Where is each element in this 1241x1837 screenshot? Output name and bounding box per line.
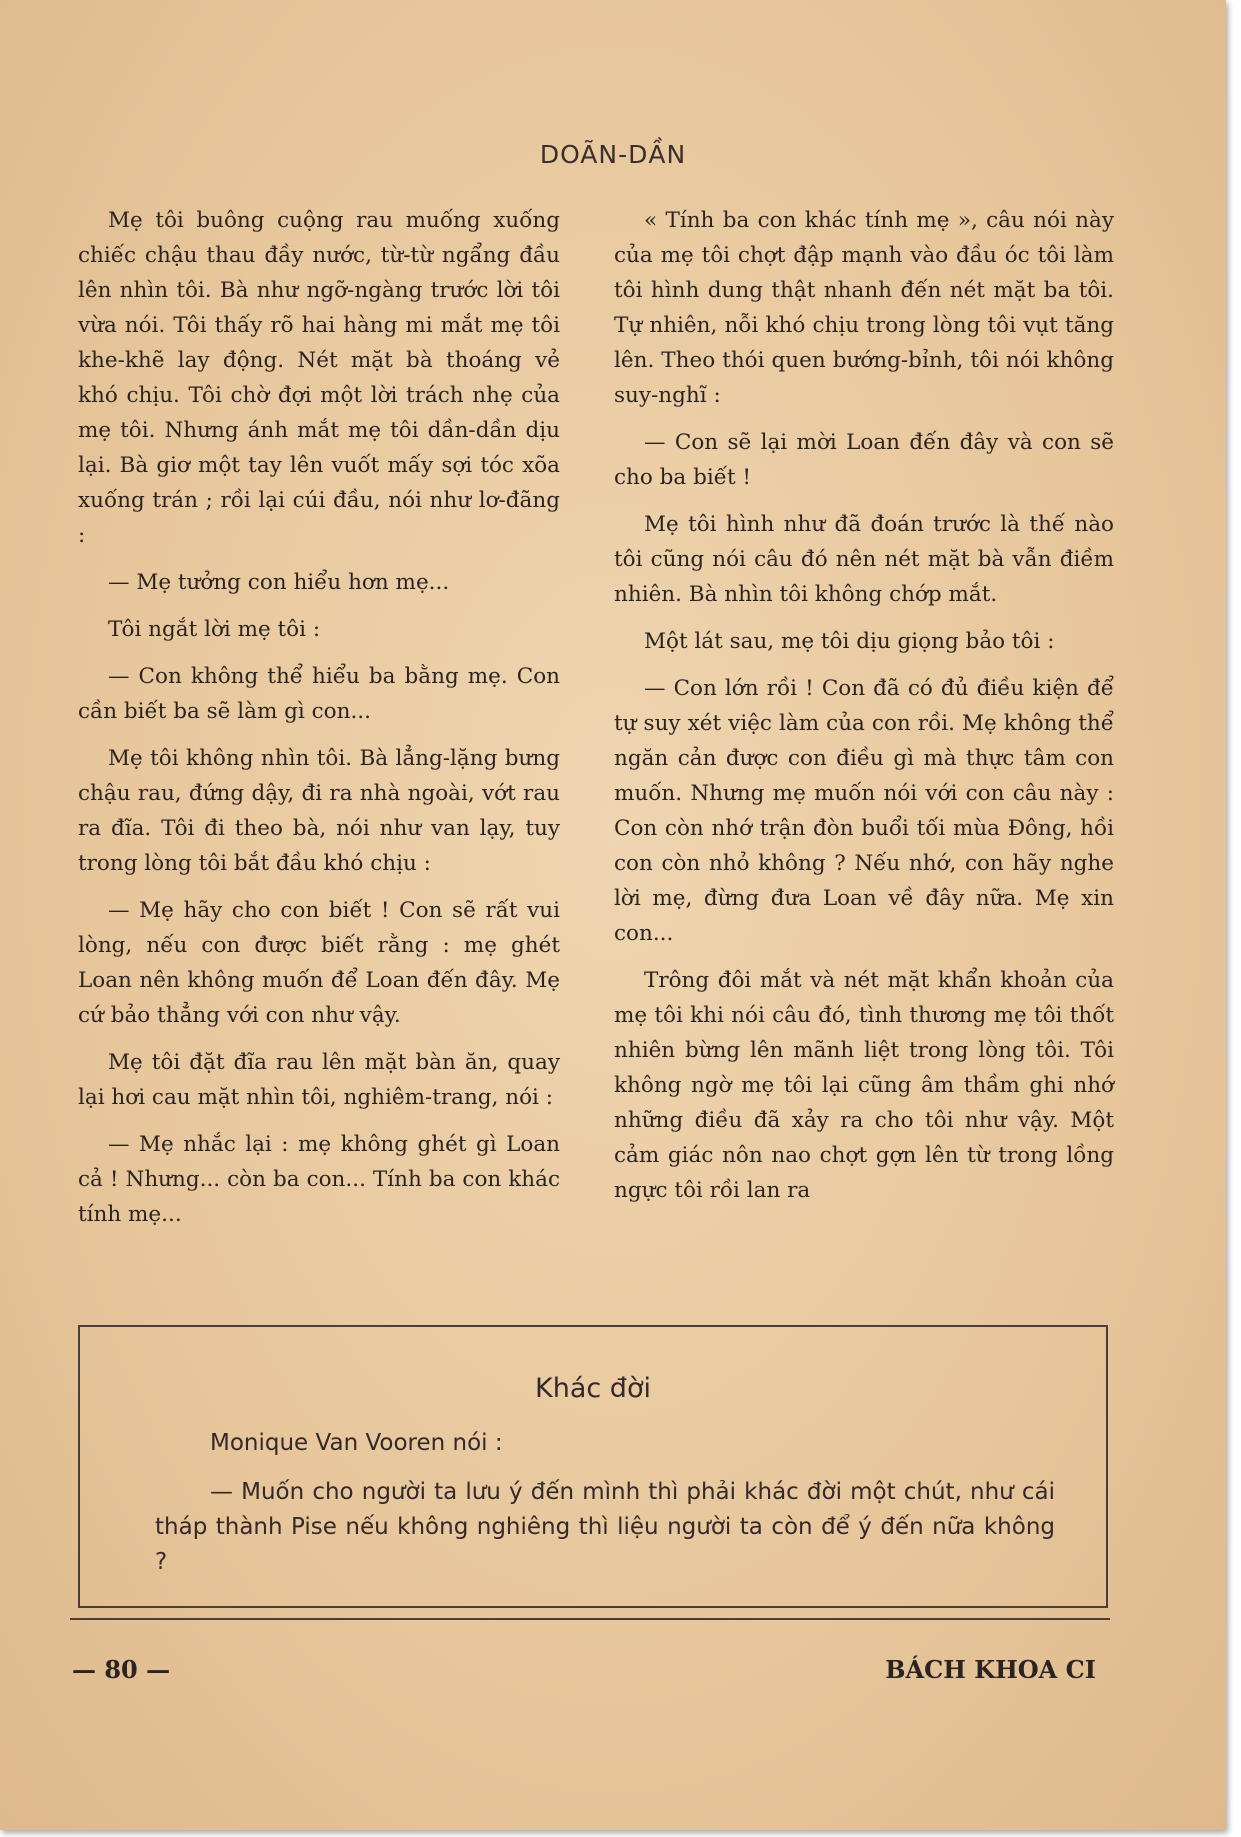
- paragraph: Một lát sau, mẹ tôi dịu giọng bảo tôi :: [644, 629, 1055, 654]
- paragraph: « Tính ba con khác tính mẹ », câu nói này của mẹ tôi chợt đập mạnh vào đầu óc tôi làm tôi hình dung thật nhanh đến nét mặt ba tôi. Tự nhiên, nỗi khó chịu trong lòng tôi vụt tăng lên. Theo thói quen bướng-bỉnh, tôi nói không suy-nghĩ :: [614, 208, 1114, 408]
- page-number: — 80 —: [72, 1655, 171, 1684]
- page-header-author: DOÃN-DẦN: [539, 140, 687, 169]
- paragraph: Mẹ tôi không nhìn tôi. Bà lẳng-lặng bưng chậu rau, đứng dậy, đi ra nhà ngoài, vớt rau ra đĩa. Tôi đi theo bà, nói như van lạy, tuy trong lòng tôi bắt đầu khó chịu :: [78, 746, 560, 876]
- box-author-line: Monique Van Vooren nói :: [210, 1430, 503, 1456]
- paragraph: — Mẹ nhắc lại : mẹ không ghét gì Loan cả ! Nhưng... còn ba con... Tính ba con khác tính mẹ...: [78, 1132, 560, 1227]
- left-column: [78, 203, 560, 1244]
- box-quote-text: — Muốn cho người ta lưu ý đến mình thì phải khác đời một chút, như cái tháp thành Pise nếu không nghiêng thì liệu người ta còn để ý đến nữa không ?: [155, 1479, 1055, 1575]
- paragraph: — Con lớn rồi ! Con đã có đủ điều kiện để tự suy xét việc làm của con rồi. Mẹ không thể ngăn cản được con điều gì mà thực tâm con muốn. Nhưng mẹ muốn nói với con câu này : Con còn nhớ trận đòn buổi tối mùa Đông, hồi con còn nhỏ không ? Nếu nhớ, con hãy nghe lời mẹ, đừng đưa Loan về đây nữa. Mẹ xin con...: [614, 676, 1114, 946]
- paragraph: Mẹ tôi buông cuộng rau muống xuống chiếc chậu thau đầy nước, từ-từ ngẩng đầu lên nhìn tôi. Bà như ngỡ-ngàng trước lời tôi vừa nói. Tôi thấy rõ hai hàng mi mắt mẹ tôi khe-khẽ lay động. Nét mặt bà thoáng vẻ khó chịu. Tôi chờ đợi một lời trách nhẹ của mẹ tôi. Nhưng ánh mắt mẹ tôi dần-dần dịu lại. Bà giơ một tay lên vuốt mấy sợi tóc xõa xuống trán ; rồi lại cúi đầu, nói như lơ-đãng :: [78, 208, 560, 548]
- paragraph: Mẹ tôi hình như đã đoán trước là thế nào tôi cũng nói câu đó nên nét mặt bà vẫn điềm nhiên. Bà nhìn tôi không chớp mắt.: [614, 512, 1114, 607]
- right-column: [614, 203, 1114, 1220]
- paragraph: Trông đôi mắt và nét mặt khẩn khoản của mẹ tôi khi nói câu đó, tình thương mẹ tôi thốt nhiên bừng lên mãnh liệt trong lòng tôi. Tôi không ngờ mẹ tôi lại cũng âm thầm ghi nhớ những điều đã xảy ra cho tôi như vậy. Một cảm giác nôn nao chợt gợn lên từ trong lồng ngực tôi rồi lan ra: [614, 968, 1114, 1203]
- paragraph: — Mẹ hãy cho con biết ! Con sẽ rất vui lòng, nếu con được biết rằng : mẹ ghét Loan nên không muốn để Loan đến đây. Mẹ cứ bảo thẳng với con như vậy.: [78, 898, 560, 1028]
- footer-divider: [70, 1618, 1110, 1620]
- paragraph: — Con không thể hiểu ba bằng mẹ. Con cần biết ba sẽ làm gì con...: [78, 664, 560, 724]
- sidebar-quote-box: [78, 1325, 1108, 1608]
- paragraph: Mẹ tôi đặt đĩa rau lên mặt bàn ăn, quay lại hơi cau mặt nhìn tôi, nghiêm-trang, nói :: [78, 1050, 560, 1110]
- paragraph: — Mẹ tưởng con hiểu hơn mẹ...: [108, 570, 450, 595]
- paragraph: — Con sẽ lại mời Loan đến đây và con sẽ cho ba biết !: [614, 430, 1114, 490]
- publication-name: BÁCH KHOA CI: [885, 1655, 1096, 1684]
- paragraph: Tôi ngắt lời mẹ tôi :: [108, 617, 321, 642]
- box-title: Khác đời: [535, 1373, 651, 1404]
